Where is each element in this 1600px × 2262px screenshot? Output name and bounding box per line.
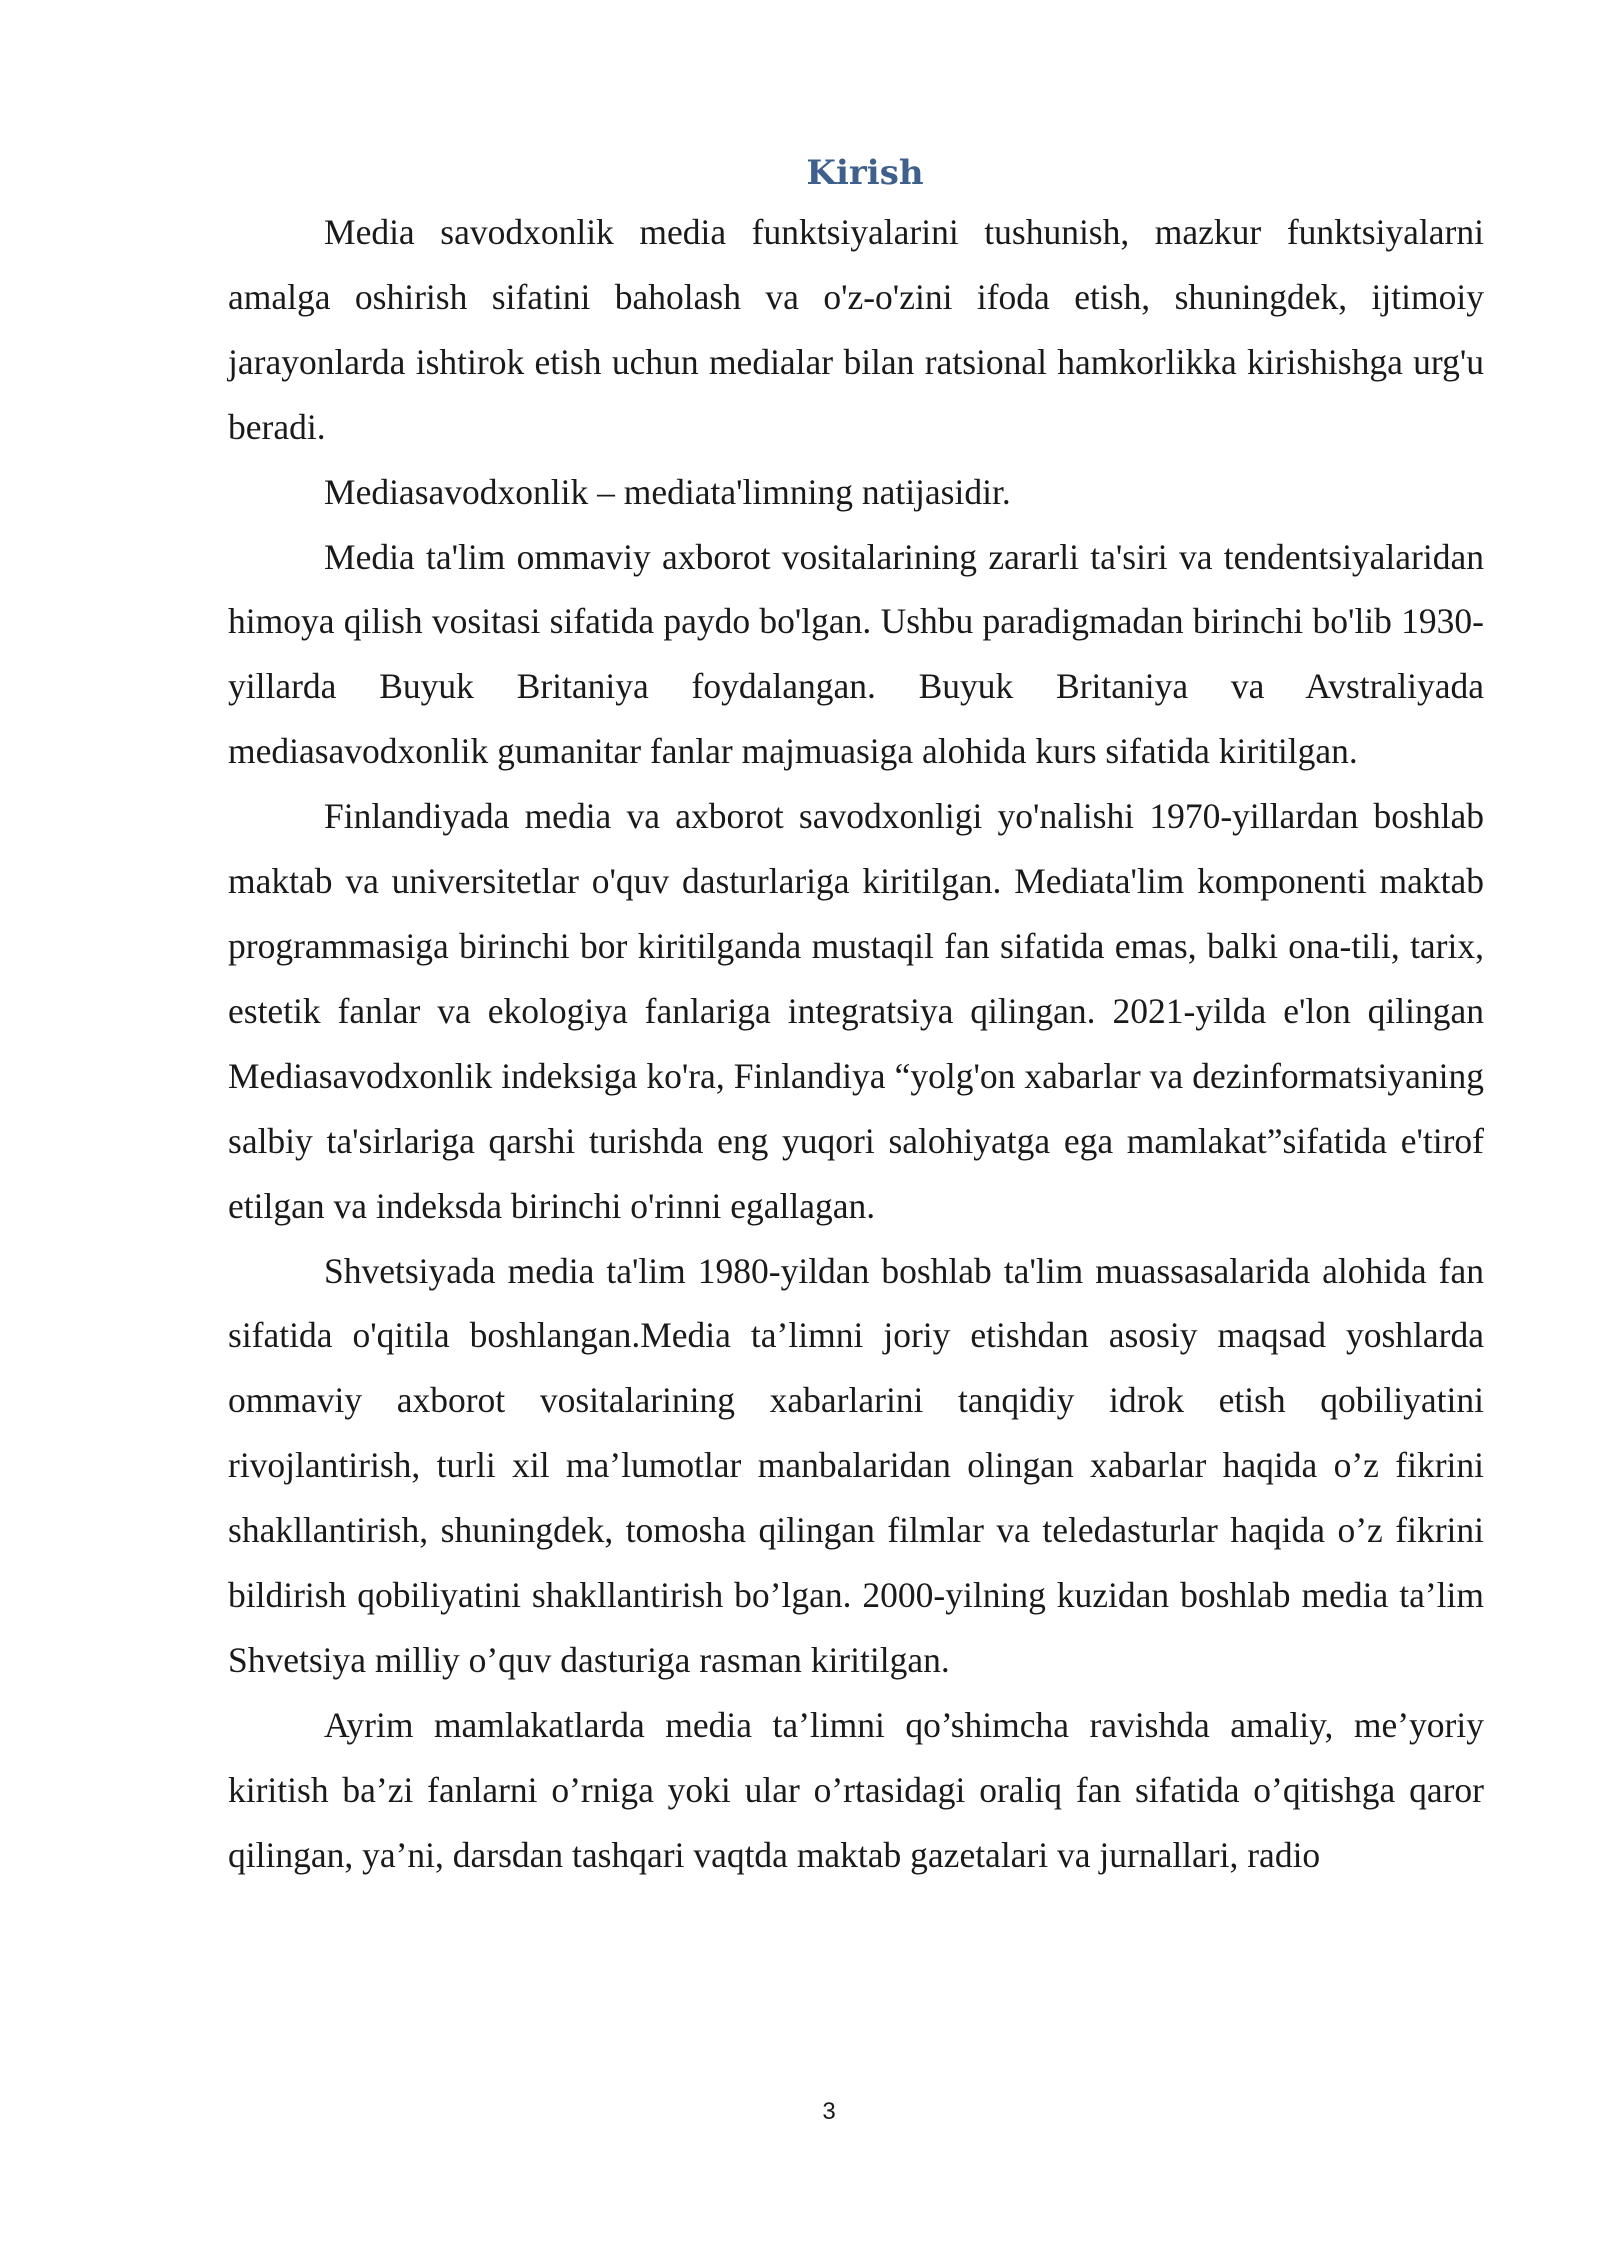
section-heading: Kirish xyxy=(806,153,924,193)
page-number: 3 xyxy=(822,2098,836,2125)
paragraph-4: Finlandiyada media va axborot savodxonligi yo'nalishi 1970-yillardan boshlab maktab va universitetlar o'quv dasturlariga kiritilgan. Mediata'lim komponenti maktab programmasiga birinchi bor kiritilganda mustaqil fan sifatida emas, balki ona-tili, tarix, estetik fanlar va ekologiya fanlariga integratsiya qilingan. 2021-yilda e'lon qilingan Mediasavodxonlik indeksiga ko'ra, Finlandiya “yolg'on xabarlar va dezinformatsiyaning salbiy ta'sirlariga qarshi turishda eng yuqori salohiyatga ega mamlakat”sifatida e'tirof etilgan va indeksda birinchi o'rinni egallagan. xyxy=(228,796,1484,1226)
paragraph-3: Media ta'lim ommaviy axborot vositalarining zararli ta'siri va tendentsiyalaridan himoya qilish vositasi sifatida paydo bo'lgan. Ushbu paradigmadan birinchi bo'lib 1930-yillarda Buyuk Britaniya foydalangan. Buyuk Britaniya va Avstraliyada mediasavodxonlik gumanitar fanlar majmuasiga alohida kurs sifatida kiritilgan. xyxy=(228,536,1484,772)
paragraph-2: Mediasavodxonlik – mediata'limning natijasidir. xyxy=(324,471,1011,512)
paragraph-1: Media savodxonlik media funktsiyalarini tushunish, mazkur funktsiyalarni amalga oshirish sifatini baholash va o'z-o'zini ifoda etish, shuningdek, ijtimoiy jarayonlarda ishtirok etish uchun medialar bilan ratsional hamkorlikka kirishishga urg'u beradi. xyxy=(228,212,1484,447)
page-content xyxy=(228,148,1484,1888)
paragraph-5: Shvetsiyada media ta'lim 1980-yildan boshlab ta'lim muassasalarida alohida fan sifatida o'qitila boshlangan.Media ta’limni joriy etishdan asosiy maqsad yoshlarda ommaviy axborot vositalarining xabarlarini tanqidiy idrok etish qobiliyatini rivojlantirish, turli xil ma’lumotlar manbalaridan olingan xabarlar haqida o’z fikrini shakllantirish, shuningdek, tomosha qilingan filmlar va teledasturlar haqida o’z fikrini bildirish qobiliyatini shakllantirish bo’lgan. 2000-yilning kuzidan boshlab media ta’lim Shvetsiya milliy o’quv dasturiga rasman kiritilgan. xyxy=(228,1250,1484,1680)
paragraph-6: Ayrim mamlakatlarda media ta’limni qo’shimcha ravishda amaliy, me’yoriy kiritish ba’zi fanlarni o’rniga yoki ular o’rtasidagi oraliq fan sifatida o’qitishga qaror qilingan, ya’ni, darsdan tashqari vaqtda maktab gazetalari va jurnallari, radio xyxy=(228,1704,1484,1875)
